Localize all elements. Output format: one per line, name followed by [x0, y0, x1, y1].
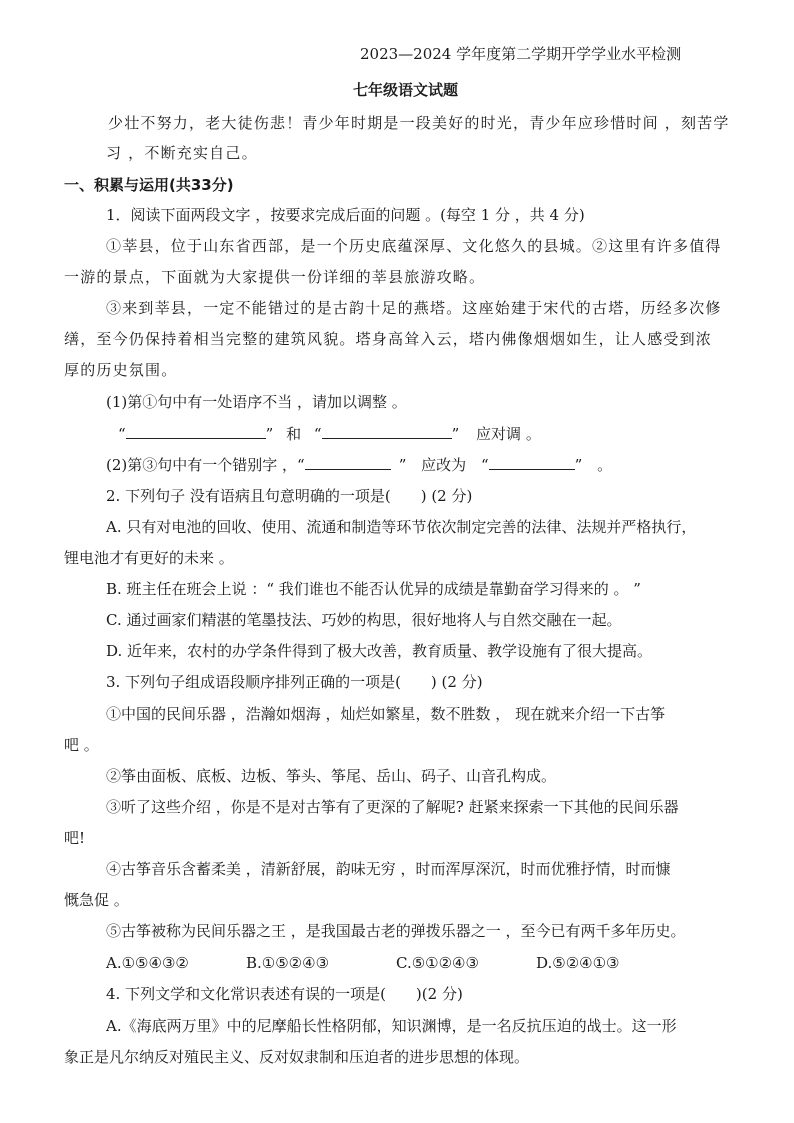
q3-sentence3-line2: 吧!: [64, 829, 86, 847]
q2-option-a-line1: A. 只有对电池的回收、使用、流通和制造等环节依次制定完善的法律、法规并严格执行，: [106, 518, 697, 536]
quote-open: “: [297, 456, 305, 474]
q3-option-c: C.⑤①②④③: [396, 954, 479, 972]
quote-close: ”: [574, 456, 583, 474]
quote-open: “: [313, 425, 322, 443]
quote-close: ”: [451, 425, 460, 443]
q1-sub1: (1)第①句中有一处语序不当 ，请加以调整 。: [106, 393, 407, 411]
answer-blank-1[interactable]: [126, 423, 266, 439]
sub2-lead: (2)第③句中有一个错别字 ，: [106, 456, 298, 474]
q1-passage2-line1: ③来到莘县，一定不能错过的是古韵十足的燕塔。这座始建于宋代的古塔，历经多次修: [106, 299, 722, 317]
q1-passage1-line2: 一游的景点，下面就为大家提供一份详细的莘县旅游攻略。: [64, 268, 486, 286]
q4-stem: 4. 下列文学和文化常识表述有误的一项是( )(2 分): [106, 985, 463, 1003]
q3-option-d: D.⑤②④①③: [536, 954, 620, 972]
q3-sentence1-line2: 吧 。: [64, 736, 99, 754]
q2-option-c: C. 通过画家们精湛的笔墨技法、巧妙的构思，很好地将人与自然交融在一起。: [106, 611, 622, 629]
quote-open: “: [118, 425, 126, 443]
answer-blank-3[interactable]: [305, 454, 391, 470]
q1-stem: 1．阅读下面两段文字 ，按要求完成后面的问题 。(每空 1 分 ，共 4 分): [106, 206, 585, 224]
q2-option-d: D. 近年来，农村的办学条件得到了极大改善，教育质量、教学设施有了很大提高。: [106, 642, 653, 660]
q3-sentence3-line1: ③听了这些介绍 ，你是不是对古筝有了更深的了解呢? 赶紧来探索一下其他的民间乐器: [106, 798, 679, 816]
quote-open: “: [480, 456, 489, 474]
q3-stem: 3. 下列句子组成语段顺序排列正确的一项是( ) (2 分): [106, 673, 483, 691]
and-word: 和: [286, 425, 302, 443]
q3-sentence4-line1: ④古筝音乐含蓄柔美 ，清新舒展，韵味无穷 ，时而浑厚深沉，时而优雅抒情，时而慷: [106, 860, 671, 878]
motto-line-2: 习 ，不断充实自己。: [106, 144, 258, 162]
q3-sentence2: ②筝由面板、底板、边板、筝头、筝尾、岳山、码子、山音孔构成。: [106, 767, 557, 785]
q1-passage2-line2: 缮，至今仍保持着相当完整的建筑风貌。塔身高耸入云，塔内佛像烟烟如生，让人感受到浓: [64, 330, 713, 348]
q3-option-b: B.①⑤②④③: [246, 954, 330, 972]
exam-header: 2023—2024 学年度第二学期开学学业水平检测: [360, 45, 682, 63]
quote-close: ”: [398, 456, 407, 474]
q1-fill1: [118, 423, 541, 444]
motto-line-1: 少壮不努力，老大徒伤悲！青少年时期是一段美好的时光，青少年应珍惜时间 ，刻苦学: [108, 114, 730, 132]
q4-option-a-line2: 象正是凡尔纳反对殖民主义、反对奴隶制和压迫者的进步思想的体现。: [64, 1048, 530, 1066]
fill1-tail: 应对调 。: [476, 425, 541, 443]
section-heading: 一、积累与运用(共33分): [64, 176, 234, 194]
answer-blank-4[interactable]: [489, 454, 575, 470]
q3-sentence1-line1: ①中国的民间乐器 ，浩瀚如烟海 ，灿烂如繁星，数不胜数 ， 现在就来介绍一下古筝: [106, 705, 666, 723]
q1-passage2-line3: 厚的历史氛围。: [64, 361, 178, 379]
sub2-mid: 应改为: [421, 456, 467, 474]
q3-sentence5: ⑤古筝被称为民间乐器之王 ，是我国最古老的弹拨乐器之一 ，至今已有两千多年历史。: [106, 922, 686, 940]
q3-option-a: A.①⑤④③②: [106, 954, 189, 972]
exam-title: 七年级语文试题: [353, 81, 459, 99]
sub2-end: 。: [597, 456, 613, 474]
quote-close: ”: [265, 425, 274, 443]
q2-option-b: B. 班主任在班会上说 ：“ 我们谁也不能否认优异的成绩是靠勤奋学习得来的 。 ”: [106, 580, 641, 598]
q1-sub2: [106, 454, 612, 475]
q1-passage1-line1: ①莘县，位于山东省西部，是一个历史底蕴深厚、文化悠久的县城。②这里有许多值得: [106, 237, 722, 255]
answer-blank-2[interactable]: [322, 423, 452, 439]
q3-sentence4-line2: 慨急促 。: [64, 891, 129, 909]
q2-stem: 2. 下列句子 没有语病且句意明确的一项是( ) (2 分): [106, 487, 473, 505]
q4-option-a-line1: A.《海底两万里》中的尼摩船长性格阴郁，知识渊博，是一名反抗压迫的战士。这一形: [106, 1017, 677, 1035]
q2-option-a-line2: 锂电池才有更好的未来 。: [64, 549, 234, 567]
